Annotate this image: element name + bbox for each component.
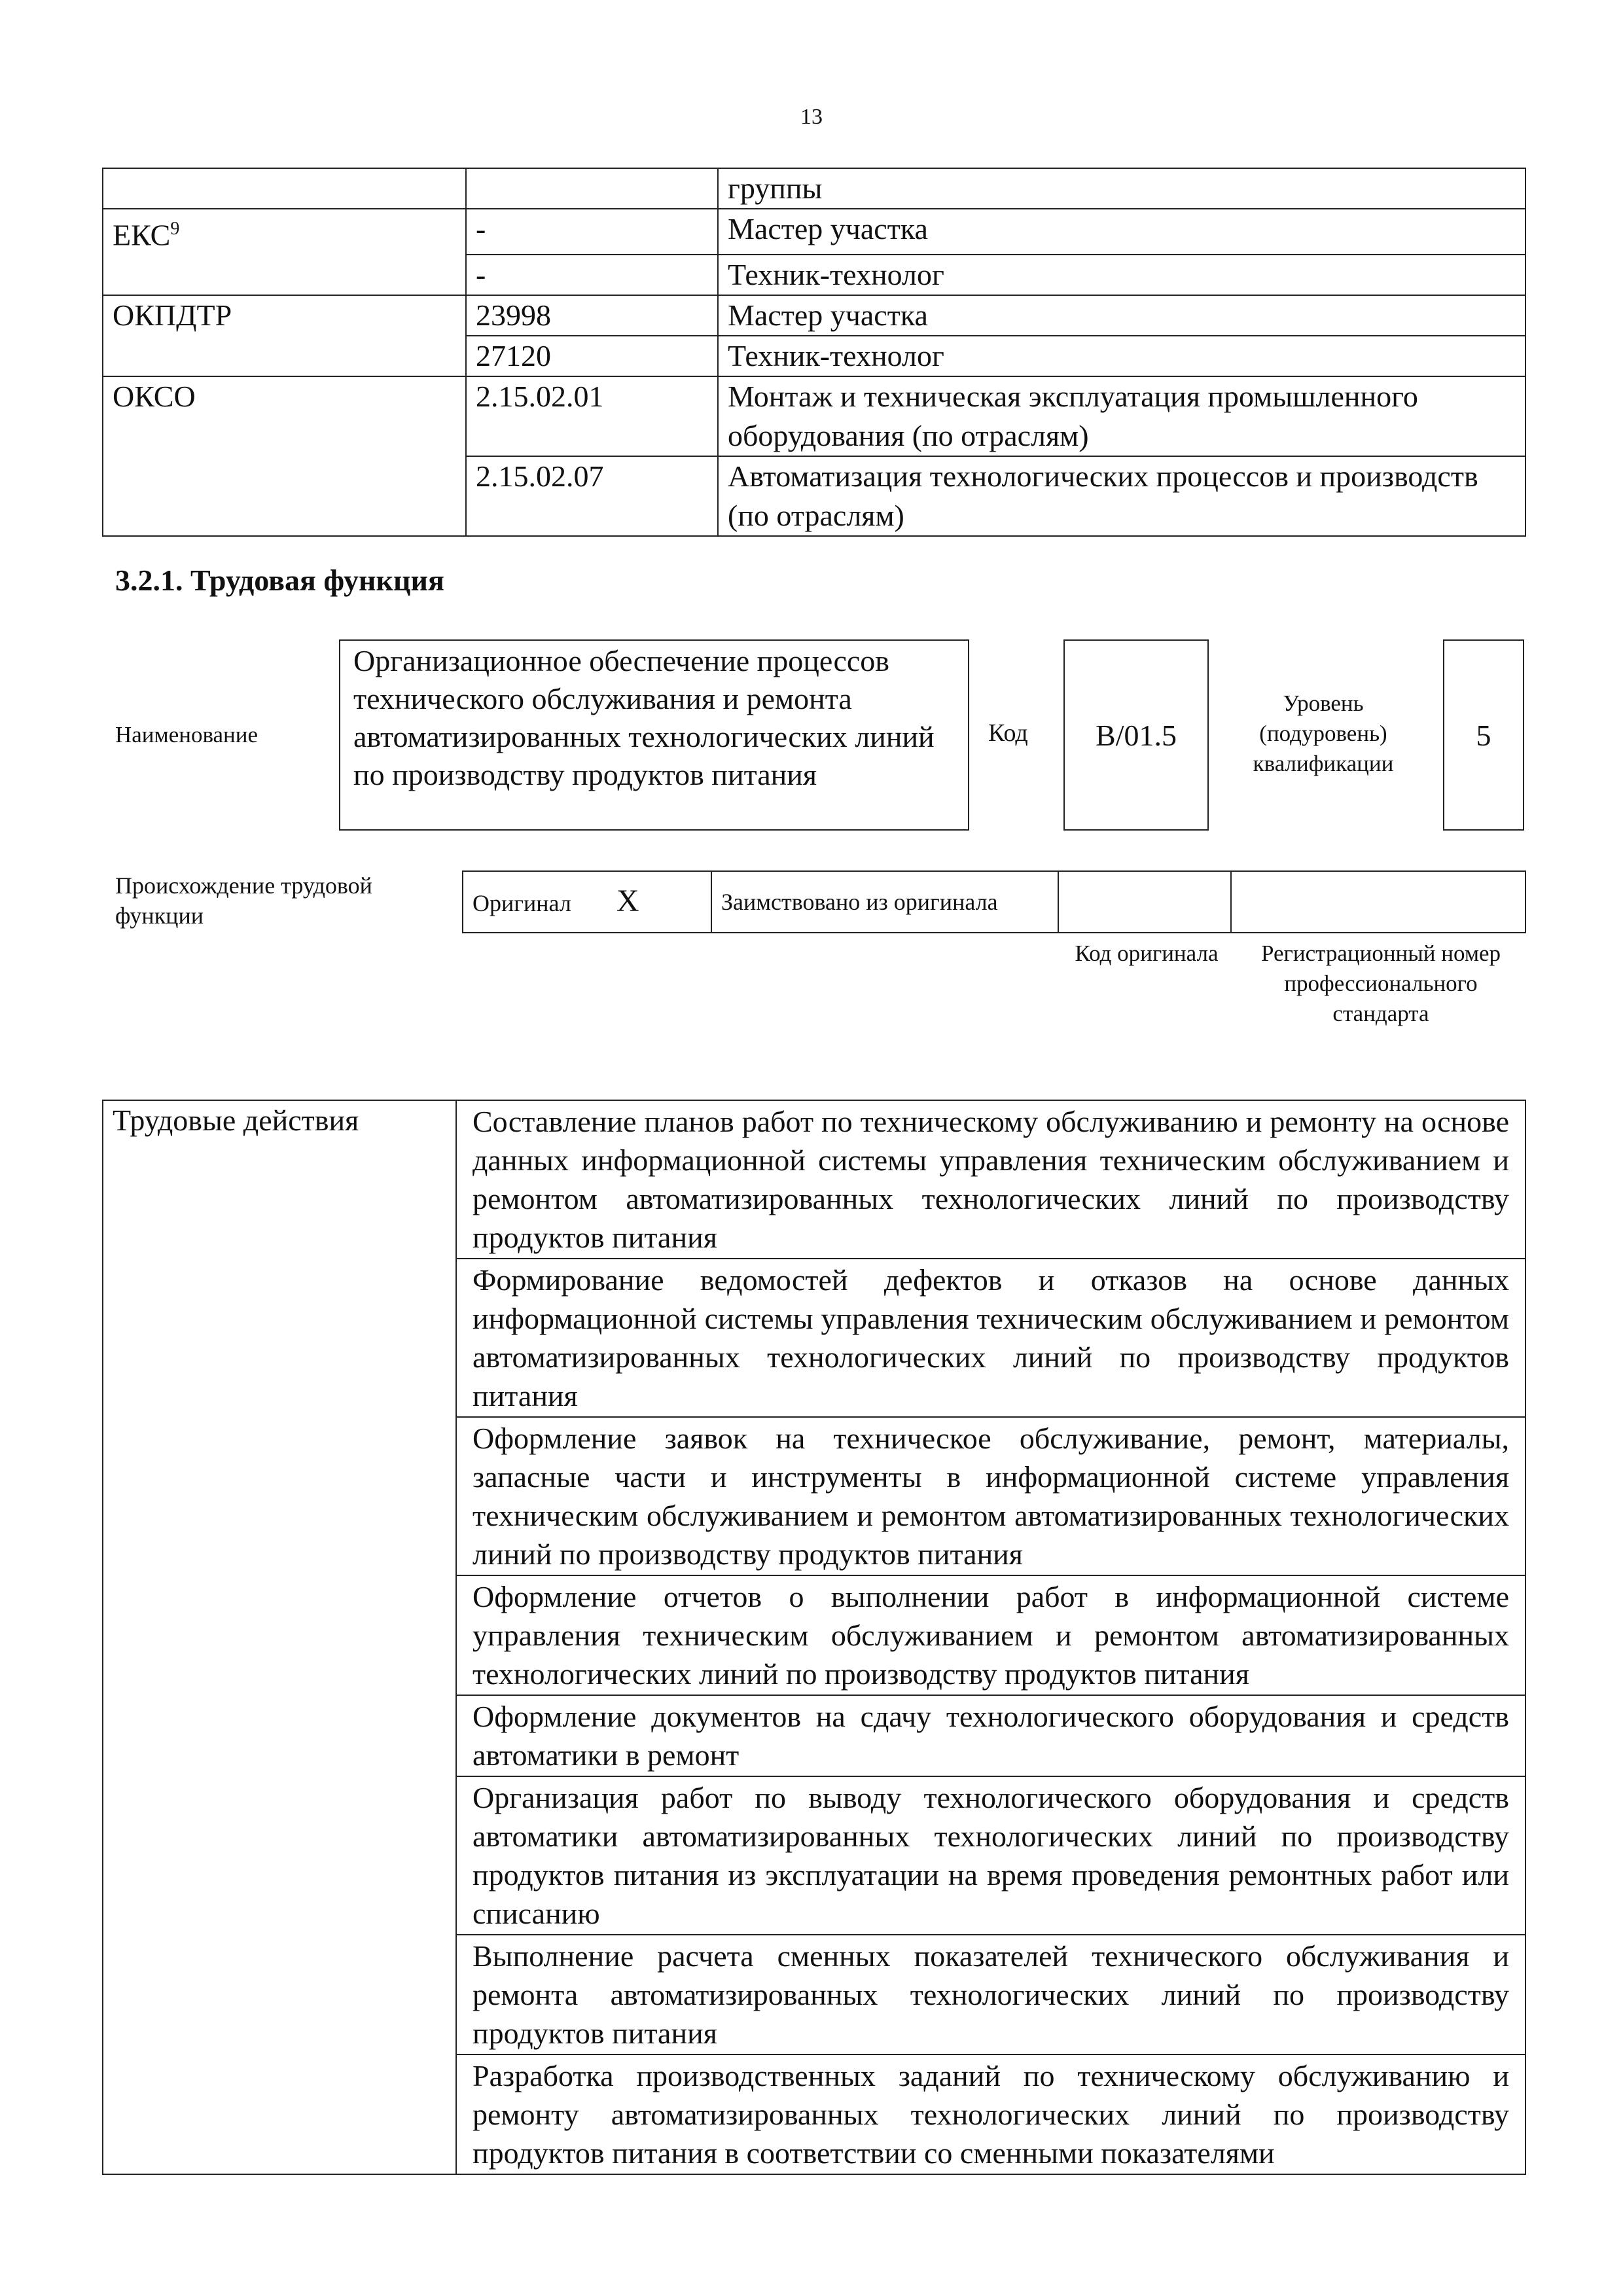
table-row	[103, 336, 1525, 376]
code-cell: -	[466, 255, 718, 295]
list-item: Оформление документов на сдачу технологического оборудования и средств автоматики в ремонт	[456, 1695, 1525, 1776]
table-row	[103, 295, 1525, 336]
list-item: Выполнение расчета сменных показателей технического обслуживания и ремонта автоматизированных технологических линий по производству продуктов питания	[456, 1935, 1525, 2054]
name-cell: Монтаж и техническая эксплуатация промышленного оборудования (по отраслям)	[718, 376, 1525, 456]
reg-number-cell	[1231, 871, 1525, 933]
group-cell: ОКПДТР	[103, 295, 466, 336]
reg-number-caption: Регистрационный номер профессионального стандарта	[1260, 941, 1501, 1026]
labor-actions-label: Трудовые действия	[103, 1100, 456, 2174]
origin-label: Происхождение трудовой функции	[115, 872, 372, 929]
table-row	[103, 456, 1525, 536]
group-cell	[103, 255, 466, 295]
function-code-box: B/01.5	[1063, 639, 1209, 831]
code-cell: 27120	[466, 336, 718, 376]
code-cell: 2.15.02.07	[466, 456, 718, 536]
name-cell: Техник-технолог	[718, 336, 1525, 376]
group-cell	[103, 209, 466, 255]
code-cell: -	[466, 209, 718, 255]
table-row	[103, 376, 1525, 456]
original-label: Оригинал	[473, 889, 571, 916]
code-cell: 2.15.02.01	[466, 376, 718, 456]
footnote-mark: 9	[170, 219, 180, 239]
list-item: Оформление заявок на техническое обслуживание, ремонт, материалы, запасные части и инструменты в информационной системе управления техническим обслуживанием и ремонтом автоматизированных технологических линий по производству продуктов питания	[456, 1417, 1525, 1575]
code-cell: 23998	[466, 295, 718, 336]
original-mark: X	[616, 883, 639, 918]
name-cell: Мастер участка	[718, 295, 1525, 336]
group-label: ЕКС	[113, 218, 171, 252]
name-cell: Автоматизация технологических процессов и производств (по отраслям)	[718, 456, 1525, 536]
code-original-cell	[1058, 871, 1231, 933]
table-row	[103, 1100, 1525, 1259]
group-cell: ОКСО	[103, 376, 466, 456]
table-row	[463, 871, 1525, 933]
group-cell	[103, 456, 466, 536]
code-label: Код	[988, 719, 1028, 747]
code-original-caption: Код оригинала	[1075, 941, 1219, 966]
table-row	[103, 168, 1525, 209]
name-label: Наименование	[115, 722, 259, 747]
labor-actions-table	[102, 1100, 1526, 2175]
classification-table	[102, 168, 1526, 537]
function-name-box: Организационное обеспечение процессов технического обслуживания и ремонта автоматизированных технологических линий по производству продуктов питания	[339, 639, 969, 831]
group-cell	[103, 168, 466, 209]
level-label: Уровень (подуровень) квалификации	[1253, 691, 1394, 776]
list-item: Разработка производственных заданий по техническому обслуживанию и ремонту автоматизированных технологических линий по производству продуктов питания в соответствии со сменными показателями	[456, 2054, 1525, 2174]
list-item: Формирование ведомостей дефектов и отказов на основе данных информационной системы управления техническим обслуживанием и ремонтом автоматизированных технологических линий по производству продуктов питания	[456, 1259, 1525, 1417]
group-cell	[103, 336, 466, 376]
page-number: 13	[800, 105, 823, 129]
section-title: 3.2.1. Трудовая функция	[115, 564, 444, 597]
qualification-level-box: 5	[1443, 639, 1524, 831]
list-item: Составление планов работ по техническому обслуживанию и ремонту на основе данных информационной системы управления техническим обслуживанием и ремонтом автоматизированных технологических линий по производству продуктов питания	[456, 1100, 1525, 1259]
name-cell: группы	[718, 168, 1525, 209]
list-item: Организация работ по выводу технологического оборудования и средств автоматики автоматизированных технологических линий по производству продуктов питания из эксплуатации на время проведения ремонтных работ или списанию	[456, 1776, 1525, 1935]
borrowed-cell: Заимствовано из оригинала	[711, 871, 1058, 933]
table-row	[103, 209, 1525, 255]
table-row	[103, 255, 1525, 295]
name-cell: Техник-технолог	[718, 255, 1525, 295]
code-cell	[466, 168, 718, 209]
original-cell	[463, 871, 711, 933]
origin-table	[462, 870, 1526, 933]
name-cell: Мастер участка	[718, 209, 1525, 255]
list-item: Оформление отчетов о выполнении работ в информационной системе управления техническим обслуживанием и ремонтом автоматизированных технологических линий по производству продуктов питания	[456, 1575, 1525, 1695]
